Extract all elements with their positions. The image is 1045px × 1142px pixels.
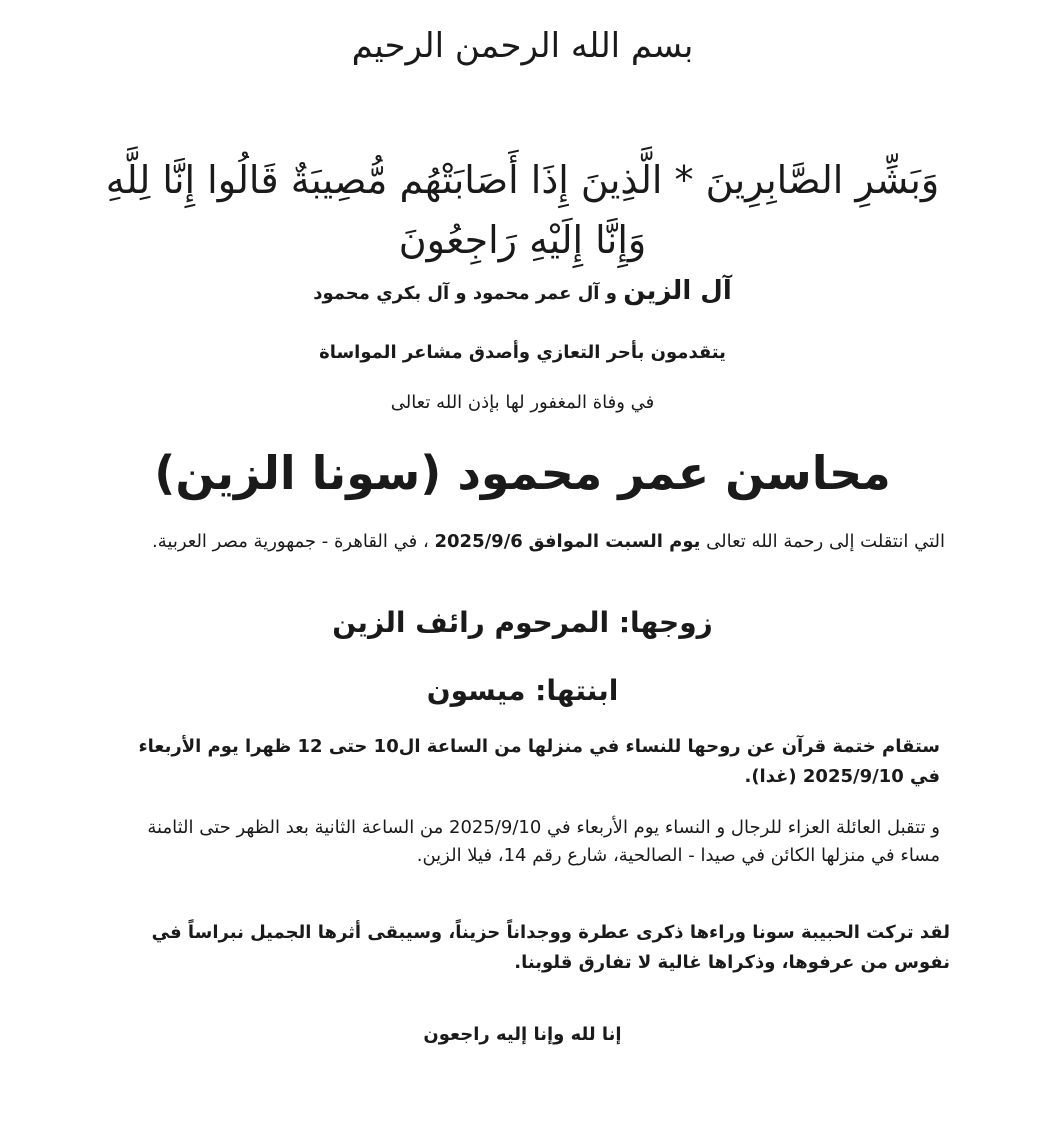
- death-date: 2025/9/6: [434, 531, 523, 552]
- death-prefix: التي انتقلت إلى رحمة الله تعالى: [706, 531, 945, 552]
- death-place: ، في القاهرة - جمهورية مصر العربية.: [152, 531, 429, 552]
- intro-text: في وفاة المغفور لها بإذن الله تعالى: [390, 392, 655, 413]
- death-details: [120, 528, 945, 556]
- khatma-announcement: ستقام ختمة قرآن عن روحها للنساء في منزلها من الساعة ال10 حتى 12 ظهرا يوم الأربعاء في 2025/9/10 (غدا).: [138, 736, 940, 787]
- quran-verse: وَبَشِّرِ الصَّابِرِينَ * الَّذِينَ إِذَا أَصَابَتْهُم مُّصِيبَةٌ قَالُوا إِنَّا لِلَّهِ وَإِنَّا إِلَيْهِ رَاجِعُونَ: [105, 158, 940, 262]
- other-families-names: و آل عمر محمود و آل بكري محمود: [313, 283, 617, 304]
- deceased-name: محاسن عمر محمود (سونا الزين): [154, 446, 891, 500]
- closing-phrase: إنا لله وإنا إليه راجعون: [423, 1024, 622, 1045]
- main-family-name: آل الزين: [623, 276, 732, 306]
- condolence-reception-details: و تتقبل العائلة العزاء للرجال و النساء يوم الأربعاء في 2025/9/10 من الساعة الثانية بعد الظهر حتى الثامنة مساء في منزلها الكائن في صيدا - الصالحية، شارع رقم 14، فيلا الزين.: [147, 817, 940, 866]
- condolence-offer-text: يتقدمون بأحر التعازي وأصدق مشاعر المواساة: [319, 342, 726, 363]
- families-line: [0, 276, 1045, 306]
- daughter-line: ابنتها: ميسون: [426, 674, 619, 707]
- basmala-heading: بسم الله الرحمن الرحيم: [351, 26, 694, 66]
- death-day: يوم السبت الموافق: [528, 531, 701, 552]
- memorial-message: لقد تركت الحبيبة سونا وراءها ذكرى عطرة ووجداناً حزيناً، وسيبقى أثرها الجميل نبراساً في نفوس من عرفوها، وذكراها غالية لا تفارق قلوبنا.: [151, 922, 950, 973]
- husband-line: زوجها: المرحوم رائف الزين: [332, 606, 713, 639]
